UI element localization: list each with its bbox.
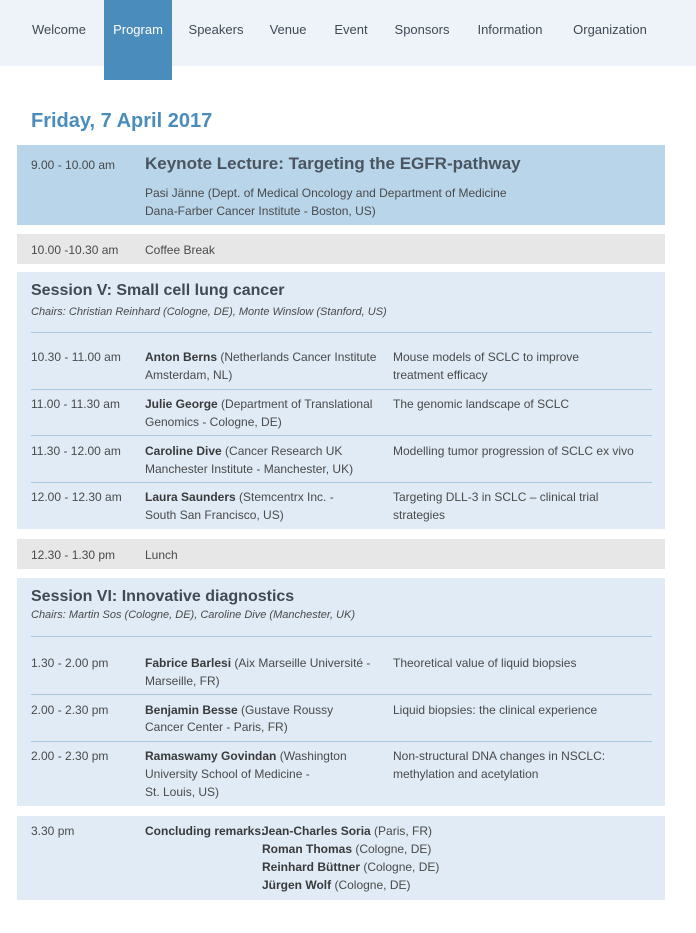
lunch-time: 12.30 - 1.30 pm <box>31 548 116 562</box>
divider <box>31 636 652 637</box>
concluding-speaker <box>262 841 431 858</box>
talk-speaker <box>145 748 347 765</box>
speaker-name: Ramaswamy Govindan <box>145 749 277 763</box>
speaker-name: Benjamin Besse <box>145 703 238 717</box>
talk-topic: Targeting DLL-3 in SCLC – clinical trial <box>393 490 599 504</box>
session-6-title: Session VI: Innovative diagnostics <box>31 588 295 605</box>
talk-topic: Modelling tumor progression of SCLC ex vivo <box>393 444 634 458</box>
speaker-affiliation: (Aix Marseille Université - <box>231 656 371 670</box>
talk-topic-line2: strategies <box>393 508 446 522</box>
concluding-speaker <box>262 877 411 894</box>
keynote-block <box>17 145 665 225</box>
speaker-affiliation-line2: Manchester Institute - Manchester, UK) <box>145 462 354 476</box>
divider <box>31 389 652 390</box>
talk-time: 11.00 - 11.30 am <box>31 397 120 411</box>
speaker-name: Roman Thomas <box>262 842 353 856</box>
talk-time: 2.00 - 2.30 pm <box>31 703 109 717</box>
talk-topic: Mouse models of SCLC to improve <box>393 350 580 364</box>
coffee-break-block <box>17 234 665 264</box>
concluding-time: 3.30 pm <box>31 824 75 838</box>
talk-time: 2.00 - 2.30 pm <box>31 749 109 763</box>
nav-program[interactable]: Program <box>104 0 172 80</box>
speaker-affiliation: (Stemcentrx Inc. - <box>235 490 334 504</box>
keynote-speaker-line1: Pasi Jänne (Dept. of Medical Oncology and Department of Medicine <box>145 186 507 200</box>
speaker-affiliation: (Washington <box>276 749 347 763</box>
speaker-affiliation-line2: Marseille, FR) <box>145 674 220 688</box>
talk-time: 1.30 - 2.00 pm <box>31 656 109 670</box>
talk-topic-line2: treatment efficacy <box>393 368 488 382</box>
nav-venue[interactable]: Venue <box>269 22 307 37</box>
divider <box>31 435 652 436</box>
speaker-place: (Cologne, DE) <box>331 878 411 892</box>
divider <box>31 694 652 695</box>
speaker-place: (Paris, FR) <box>370 824 433 838</box>
speaker-affiliation: (Gustave Roussy <box>237 703 334 717</box>
talk-topic: Theoretical value of liquid biopsies <box>393 656 577 670</box>
talk-topic-line2: methylation and acetylation <box>393 767 539 781</box>
talk-time: 11.30 - 12.00 am <box>31 444 121 458</box>
coffee-label: Coffee Break <box>145 243 215 257</box>
keynote-speaker-line2: Dana-Farber Cancer Institute - Boston, US) <box>145 204 376 218</box>
speaker-name: Jürgen Wolf <box>262 878 332 892</box>
session-5-title: Session V: Small cell lung cancer <box>31 282 285 299</box>
session-5-block <box>17 272 665 529</box>
talk-speaker <box>145 349 376 366</box>
lunch-label: Lunch <box>145 548 178 562</box>
talk-topic: Non-structural DNA changes in NSCLC: <box>393 749 606 763</box>
speaker-affiliation-line2: South San Francisco, US) <box>145 508 284 522</box>
concluding-speaker <box>262 859 439 876</box>
talk-speaker <box>145 655 370 672</box>
session-6-block <box>17 578 665 806</box>
talk-speaker <box>145 702 333 719</box>
speaker-affiliation: (Department of Translational <box>217 397 373 411</box>
concluding-speaker <box>262 823 432 840</box>
concluding-block <box>17 816 665 900</box>
nav-organization[interactable]: Organization <box>573 22 647 37</box>
talk-speaker <box>145 489 334 506</box>
nav-event[interactable]: Event <box>334 22 368 37</box>
speaker-name: Anton Berns <box>145 350 217 364</box>
speaker-affiliation-line2: Genomics - Cologne, DE) <box>145 415 282 429</box>
speaker-name: Caroline Dive <box>145 444 222 458</box>
keynote-time: 9.00 - 10.00 am <box>31 158 116 172</box>
talk-speaker <box>145 396 372 413</box>
nav-welcome[interactable]: Welcome <box>32 22 86 37</box>
speaker-place: (Cologne, DE) <box>352 842 432 856</box>
speaker-name: Jean-Charles Soria <box>262 824 371 838</box>
concluding-label: Concluding remarks: <box>145 824 266 838</box>
speaker-place: (Cologne, DE) <box>360 860 440 874</box>
coffee-time: 10.00 -10.30 am <box>31 243 119 257</box>
speaker-affiliation: (Netherlands Cancer Institute <box>217 350 377 364</box>
speaker-name: Julie George <box>145 397 218 411</box>
speaker-name: Reinhard Büttner <box>262 860 361 874</box>
talk-time: 12.00 - 12.30 am <box>31 490 122 504</box>
talk-time: 10.30 - 11.00 am <box>31 350 121 364</box>
divider <box>31 741 652 742</box>
lunch-block <box>17 539 665 569</box>
talk-topic: The genomic landscape of SCLC <box>393 397 570 411</box>
session-6-chairs: Chairs: Martin Sos (Cologne, DE), Caroline Dive (Manchester, UK) <box>31 609 356 621</box>
talk-speaker <box>145 443 342 460</box>
top-navigation <box>0 0 696 66</box>
keynote-title: Keynote Lecture: Targeting the EGFR-pathway <box>145 154 521 173</box>
nav-information[interactable]: Information <box>477 22 543 37</box>
speaker-name: Fabrice Barlesi <box>145 656 232 670</box>
speaker-affiliation-line2: Cancer Center - Paris, FR) <box>145 720 288 734</box>
divider <box>31 482 652 483</box>
speaker-affiliation-line2: Amsterdam, NL) <box>145 368 233 382</box>
page-date-heading: Friday, 7 April 2017 <box>31 110 213 132</box>
session-5-chairs: Chairs: Christian Reinhard (Cologne, DE), Monte Winslow (Stanford, US) <box>31 306 387 318</box>
speaker-name: Laura Saunders <box>145 490 236 504</box>
nav-speakers[interactable]: Speakers <box>188 22 244 37</box>
divider <box>31 332 652 333</box>
speaker-affiliation-line3: St. Louis, US) <box>145 785 220 799</box>
nav-sponsors[interactable]: Sponsors <box>394 22 450 37</box>
talk-topic: Liquid biopsies: the clinical experience <box>393 703 598 717</box>
speaker-affiliation: (Cancer Research UK <box>221 444 343 458</box>
speaker-affiliation-line2: University School of Medicine - <box>145 767 310 781</box>
